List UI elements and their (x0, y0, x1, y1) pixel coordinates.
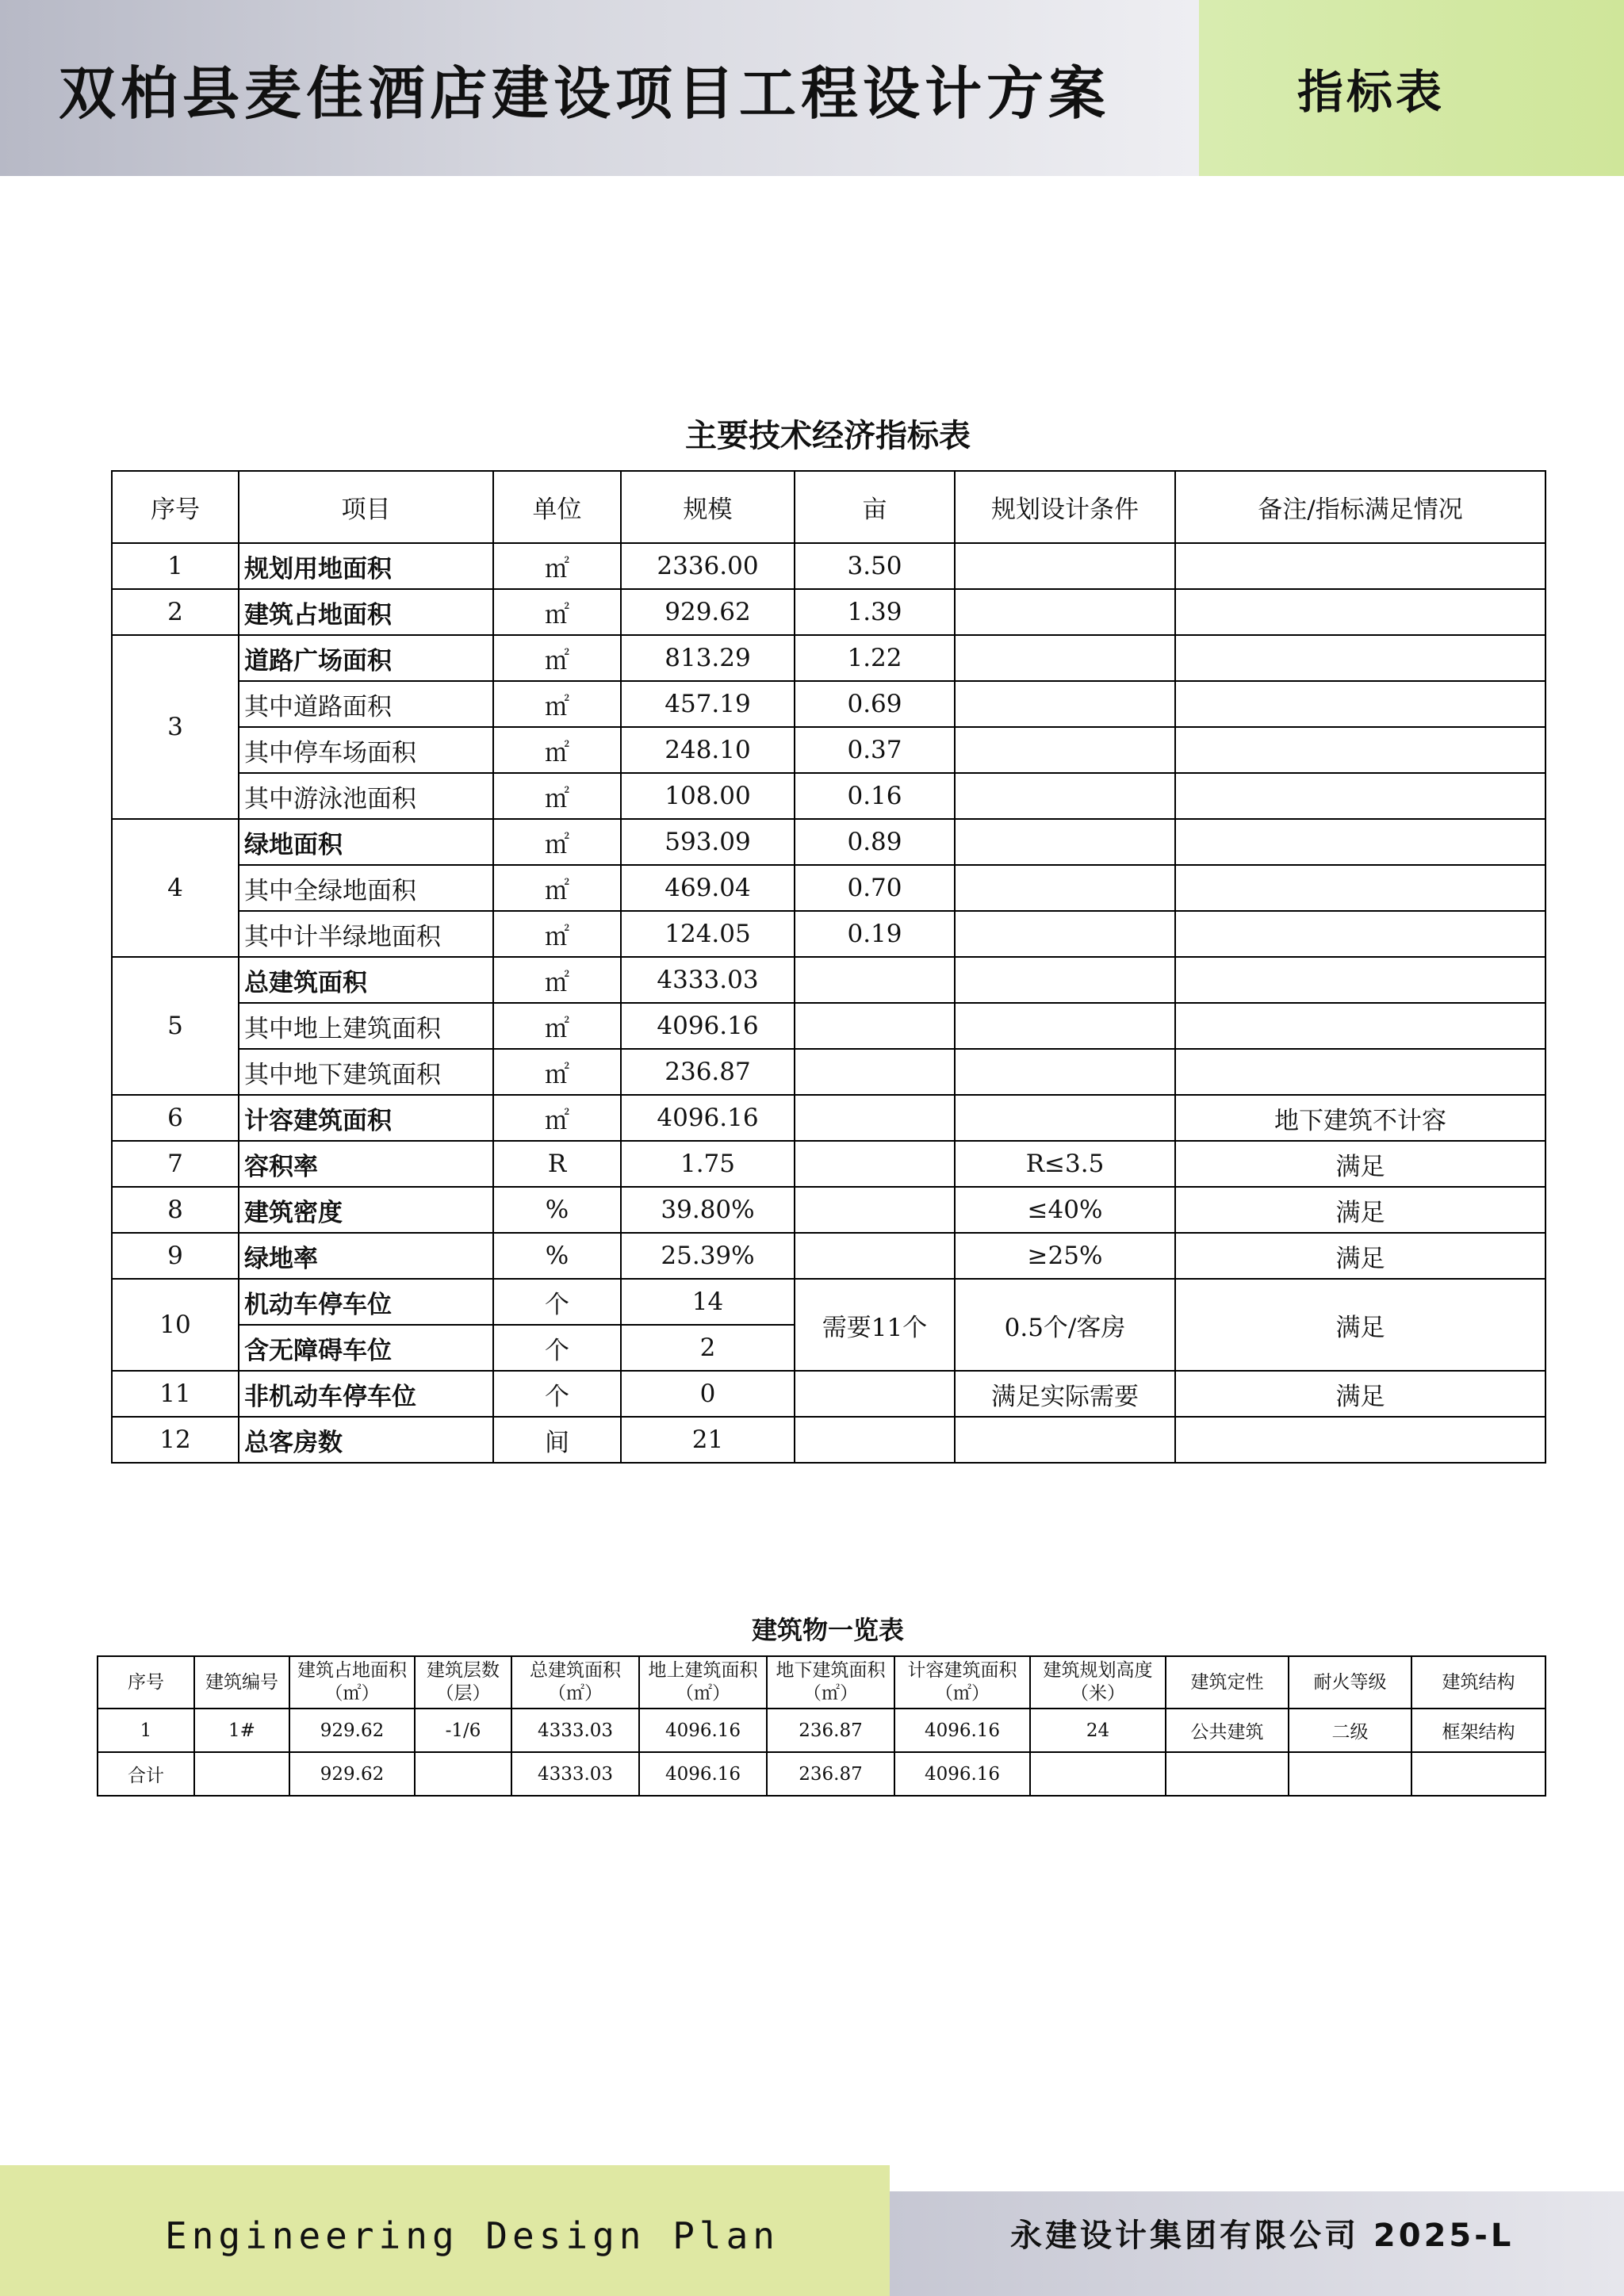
item-name: 道路广场面积 (239, 635, 493, 681)
note (1175, 1003, 1545, 1049)
column-header: 计容建筑面积（㎡） (894, 1656, 1030, 1709)
row-number: 7 (112, 1141, 239, 1187)
planning-condition (955, 1003, 1175, 1049)
table-cell: 公共建筑 (1166, 1709, 1289, 1752)
scale-value: 4096.16 (621, 1003, 795, 1049)
table-row (98, 1709, 1545, 1752)
unit: ㎡ (493, 635, 621, 681)
column-header: 亩 (795, 471, 955, 543)
item-name: 其中全绿地面积 (239, 865, 493, 911)
column-header: 序号 (112, 471, 239, 543)
table-cell (1289, 1752, 1411, 1796)
column-header: 备注/指标满足情况 (1175, 471, 1545, 543)
mu-value (795, 1003, 955, 1049)
table-cell: 框架结构 (1411, 1709, 1545, 1752)
row-number: 6 (112, 1095, 239, 1141)
column-header: 建筑规划高度（米） (1030, 1656, 1166, 1709)
table-cell: 4096.16 (894, 1709, 1030, 1752)
unit: ㎡ (493, 1003, 621, 1049)
item-name: 总建筑面积 (239, 957, 493, 1003)
table-row (112, 681, 1545, 727)
scale-value: 14 (621, 1279, 795, 1325)
planning-condition (955, 773, 1175, 819)
scale-value: 1.75 (621, 1141, 795, 1187)
planning-condition (955, 727, 1175, 773)
row-number: 12 (112, 1417, 239, 1463)
planning-condition (955, 865, 1175, 911)
table-row (112, 1049, 1545, 1095)
mu-value (795, 1417, 955, 1463)
unit: 个 (493, 1325, 621, 1371)
scale-value: 2 (621, 1325, 795, 1371)
document-title: 双柏县麦佳酒店建设项目工程设计方案 (59, 60, 1111, 127)
table-row (112, 635, 1545, 681)
footer-english-title: Engineering Design Plan (165, 2214, 779, 2257)
table-cell (194, 1752, 289, 1796)
planning-condition (955, 911, 1175, 957)
table-row (112, 1279, 1545, 1325)
unit: ㎡ (493, 543, 621, 589)
scale-value: 21 (621, 1417, 795, 1463)
table-row (112, 1371, 1545, 1417)
planning-condition (955, 1417, 1175, 1463)
item-name: 其中地下建筑面积 (239, 1049, 493, 1095)
table-row (112, 865, 1545, 911)
table-cell: 4096.16 (639, 1752, 767, 1796)
planning-condition: R≤3.5 (955, 1141, 1175, 1187)
table-row (112, 1003, 1545, 1049)
table-cell: 4096.16 (639, 1709, 767, 1752)
item-name: 绿地面积 (239, 819, 493, 865)
table-cell: -1/6 (415, 1709, 511, 1752)
table-row (112, 819, 1545, 865)
table-cell: 合计 (98, 1752, 194, 1796)
column-header: 建筑结构 (1411, 1656, 1545, 1709)
table-row (112, 1141, 1545, 1187)
note (1175, 1049, 1545, 1095)
row-number: 8 (112, 1187, 239, 1233)
column-header: 耐火等级 (1289, 1656, 1411, 1709)
column-header: 规模 (621, 471, 795, 543)
mu-value (795, 957, 955, 1003)
note: 满足 (1175, 1371, 1545, 1417)
item-name: 其中地上建筑面积 (239, 1003, 493, 1049)
scale-value: 4333.03 (621, 957, 795, 1003)
note (1175, 865, 1545, 911)
scale-value: 108.00 (621, 773, 795, 819)
mu-value: 需要11个 (795, 1279, 955, 1371)
item-name: 规划用地面积 (239, 543, 493, 589)
planning-condition (955, 589, 1175, 635)
row-number: 3 (112, 635, 239, 819)
mu-value: 0.89 (795, 819, 955, 865)
item-name: 建筑密度 (239, 1187, 493, 1233)
item-name: 其中计半绿地面积 (239, 911, 493, 957)
table-cell: 1 (98, 1709, 194, 1752)
table-row (112, 1417, 1545, 1463)
mu-value (795, 1095, 955, 1141)
column-header: 地上建筑面积（㎡） (639, 1656, 767, 1709)
row-number: 1 (112, 543, 239, 589)
mu-value (795, 1141, 955, 1187)
note: 满足 (1175, 1141, 1545, 1187)
mu-value: 0.69 (795, 681, 955, 727)
mu-value (795, 1049, 955, 1095)
table-cell: 二级 (1289, 1709, 1411, 1752)
scale-value: 929.62 (621, 589, 795, 635)
note: 地下建筑不计容 (1175, 1095, 1545, 1141)
indicator-table (111, 470, 1546, 1464)
item-name: 容积率 (239, 1141, 493, 1187)
item-name: 绿地率 (239, 1233, 493, 1279)
note (1175, 773, 1545, 819)
column-header: 建筑占地面积（㎡） (289, 1656, 415, 1709)
unit: ㎡ (493, 681, 621, 727)
item-name: 计容建筑面积 (239, 1095, 493, 1141)
table-cell: 236.87 (767, 1752, 894, 1796)
column-header: 单位 (493, 471, 621, 543)
table-cell: 929.62 (289, 1709, 415, 1752)
unit: ㎡ (493, 727, 621, 773)
item-name: 含无障碍车位 (239, 1325, 493, 1371)
mu-value (795, 1371, 955, 1417)
table-row (112, 543, 1545, 589)
planning-condition: ≥25% (955, 1233, 1175, 1279)
column-header: 序号 (98, 1656, 194, 1709)
mu-value: 0.19 (795, 911, 955, 957)
note (1175, 635, 1545, 681)
mu-value: 0.70 (795, 865, 955, 911)
note: 满足 (1175, 1233, 1545, 1279)
unit: ㎡ (493, 911, 621, 957)
mu-value: 0.16 (795, 773, 955, 819)
building-table (97, 1655, 1546, 1797)
note: 满足 (1175, 1279, 1545, 1371)
planning-condition (955, 635, 1175, 681)
mu-value: 1.22 (795, 635, 955, 681)
note (1175, 911, 1545, 957)
table-cell: 4333.03 (511, 1709, 639, 1752)
table-cell (415, 1752, 511, 1796)
item-name: 其中停车场面积 (239, 727, 493, 773)
column-header: 规划设计条件 (955, 471, 1175, 543)
note: 满足 (1175, 1187, 1545, 1233)
column-header: 项目 (239, 471, 493, 543)
mu-value (795, 1233, 955, 1279)
scale-value: 457.19 (621, 681, 795, 727)
column-header: 地下建筑面积（㎡） (767, 1656, 894, 1709)
item-name: 非机动车停车位 (239, 1371, 493, 1417)
table-cell: 24 (1030, 1709, 1166, 1752)
planning-condition (955, 957, 1175, 1003)
row-number: 2 (112, 589, 239, 635)
mu-value: 0.37 (795, 727, 955, 773)
mu-value (795, 1187, 955, 1233)
scale-value: 813.29 (621, 635, 795, 681)
table-cell (1030, 1752, 1166, 1796)
table-row (112, 1095, 1545, 1141)
table-cell: 1# (194, 1709, 289, 1752)
note (1175, 589, 1545, 635)
planning-condition (955, 1095, 1175, 1141)
table-row (112, 589, 1545, 635)
indicator-header-row (112, 471, 1545, 543)
table-row (112, 911, 1545, 957)
unit: ㎡ (493, 1049, 621, 1095)
scale-value: 469.04 (621, 865, 795, 911)
table-row (112, 1187, 1545, 1233)
building-header-row (98, 1656, 1545, 1709)
note (1175, 957, 1545, 1003)
planning-condition (955, 819, 1175, 865)
unit: % (493, 1187, 621, 1233)
table-row (112, 773, 1545, 819)
building-table-title: 建筑物一览表 (751, 1615, 904, 1645)
column-header: 建筑定性 (1166, 1656, 1289, 1709)
table-cell: 236.87 (767, 1709, 894, 1752)
indicator-table-title: 主要技术经济指标表 (685, 418, 971, 454)
item-name: 其中游泳池面积 (239, 773, 493, 819)
scale-value: 2336.00 (621, 543, 795, 589)
scale-value: 0 (621, 1371, 795, 1417)
table-row (112, 957, 1545, 1003)
planning-condition: ≤40% (955, 1187, 1175, 1233)
column-header: 总建筑面积（㎡） (511, 1656, 639, 1709)
scale-value: 4096.16 (621, 1095, 795, 1141)
row-number: 5 (112, 957, 239, 1095)
row-number: 11 (112, 1371, 239, 1417)
unit: ㎡ (493, 589, 621, 635)
note (1175, 543, 1545, 589)
table-cell (1166, 1752, 1289, 1796)
planning-condition (955, 1049, 1175, 1095)
scale-value: 593.09 (621, 819, 795, 865)
mu-value: 1.39 (795, 589, 955, 635)
scale-value: 236.87 (621, 1049, 795, 1095)
note (1175, 1417, 1545, 1463)
unit: 个 (493, 1279, 621, 1325)
table-cell: 4096.16 (894, 1752, 1030, 1796)
unit: % (493, 1233, 621, 1279)
unit: ㎡ (493, 773, 621, 819)
item-name: 其中道路面积 (239, 681, 493, 727)
table-cell: 4333.03 (511, 1752, 639, 1796)
planning-condition: 满足实际需要 (955, 1371, 1175, 1417)
column-header: 建筑编号 (194, 1656, 289, 1709)
scale-value: 25.39% (621, 1233, 795, 1279)
sheet-label: 指标表 (1297, 65, 1446, 119)
scale-value: 248.10 (621, 727, 795, 773)
unit: ㎡ (493, 1095, 621, 1141)
row-number: 4 (112, 819, 239, 957)
item-name: 建筑占地面积 (239, 589, 493, 635)
table-row (112, 727, 1545, 773)
table-row (98, 1752, 1545, 1796)
footer-company: 永建设计集团有限公司 2025-L (1010, 2218, 1515, 2254)
planning-condition (955, 543, 1175, 589)
planning-condition (955, 681, 1175, 727)
item-name: 机动车停车位 (239, 1279, 493, 1325)
column-header: 建筑层数（层） (415, 1656, 511, 1709)
table-cell (1411, 1752, 1545, 1796)
note (1175, 727, 1545, 773)
unit: ㎡ (493, 865, 621, 911)
scale-value: 124.05 (621, 911, 795, 957)
table-row (112, 1233, 1545, 1279)
scale-value: 39.80% (621, 1187, 795, 1233)
table-cell: 929.62 (289, 1752, 415, 1796)
unit: 个 (493, 1371, 621, 1417)
note (1175, 681, 1545, 727)
planning-condition: 0.5个/客房 (955, 1279, 1175, 1371)
unit: ㎡ (493, 957, 621, 1003)
unit: ㎡ (493, 819, 621, 865)
note (1175, 819, 1545, 865)
unit: 间 (493, 1417, 621, 1463)
mu-value: 3.50 (795, 543, 955, 589)
unit: R (493, 1141, 621, 1187)
row-number: 10 (112, 1279, 239, 1371)
item-name: 总客房数 (239, 1417, 493, 1463)
row-number: 9 (112, 1233, 239, 1279)
